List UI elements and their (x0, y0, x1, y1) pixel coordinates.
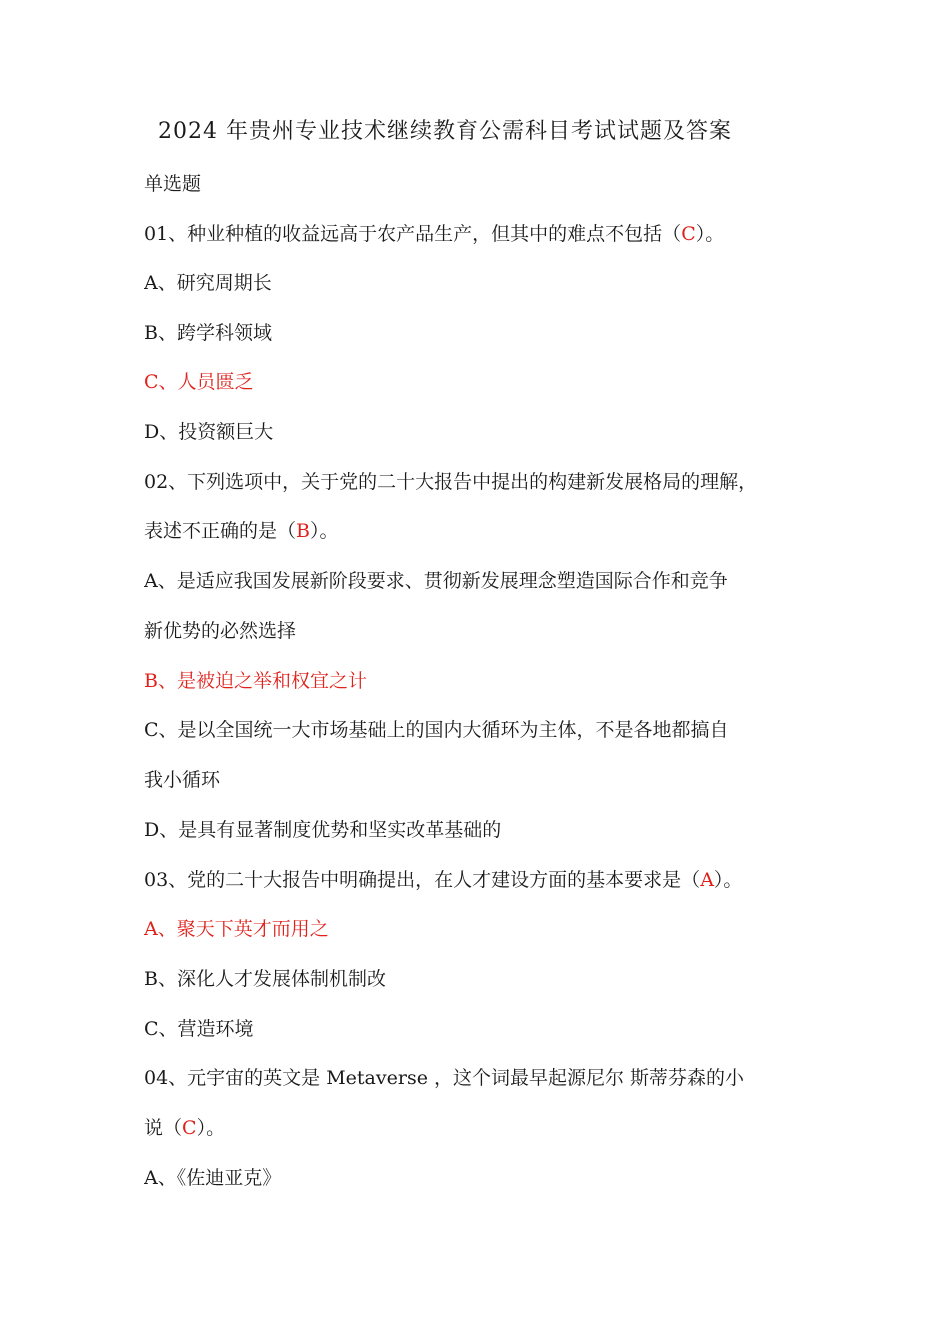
question-02-option-c-line2: 我小循环 (144, 769, 221, 791)
question-03-option-b: B、深化人才发展体制机制改 (144, 968, 386, 990)
answer-key: A (700, 869, 714, 891)
question-01-option-d: D、投资额巨大 (144, 421, 274, 443)
question-02-option-c-line1: C、是以全国统一大市场基础上的国内大循环为主体，不是各地都搞自 (144, 719, 729, 741)
question-01-option-b: B、跨学科领域 (144, 322, 272, 344)
question-02-option-a-line1: A、是适应我国发展新阶段要求、贯彻新发展理念塑造国际合作和竞争 (144, 570, 728, 592)
document-title: 2024 年贵州专业技术继续教育公需科目考试试题及答案 (158, 119, 732, 144)
question-04-prompt-line1: 04、元宇宙的英文是 Metaverse ，这个词最早起源尼尔 斯蒂芬森的小 (144, 1067, 745, 1089)
question-02-option-b-correct: B、是被迫之举和权宜之计 (144, 670, 367, 692)
question-03-option-a-correct: A、聚天下英才而用之 (144, 918, 329, 940)
question-01-option-a: A、研究周期长 (144, 272, 272, 294)
question-04-option-a: A、《佐迪亚克》 (144, 1167, 282, 1189)
question-04-prompt-line2: 说（C）。 (144, 1117, 226, 1139)
question-02-option-d: D、是具有显著制度优势和坚实改革基础的 (144, 819, 502, 841)
question-02-prompt-line1: 02、下列选项中，关于党的二十大报告中提出的构建新发展格局的理解， (144, 471, 758, 493)
question-03-option-c: C、营造环境 (144, 1018, 254, 1040)
question-03-prompt: 03、党的二十大报告中明确提出，在人才建设方面的基本要求是（A）。 (144, 869, 743, 891)
question-02-option-a-line2: 新优势的必然选择 (144, 620, 297, 642)
question-02-prompt-line2: 表述不正确的是（B）。 (144, 520, 339, 542)
answer-key: B (296, 520, 310, 542)
answer-key: C (182, 1117, 197, 1139)
section-heading: 单选题 (144, 173, 202, 195)
question-01-option-c-correct: C、人员匮乏 (144, 371, 254, 393)
answer-key: C (681, 223, 696, 245)
question-01-prompt: 01、种业种植的收益远高于农产品生产，但其中的难点不包括（C）。 (144, 223, 725, 245)
